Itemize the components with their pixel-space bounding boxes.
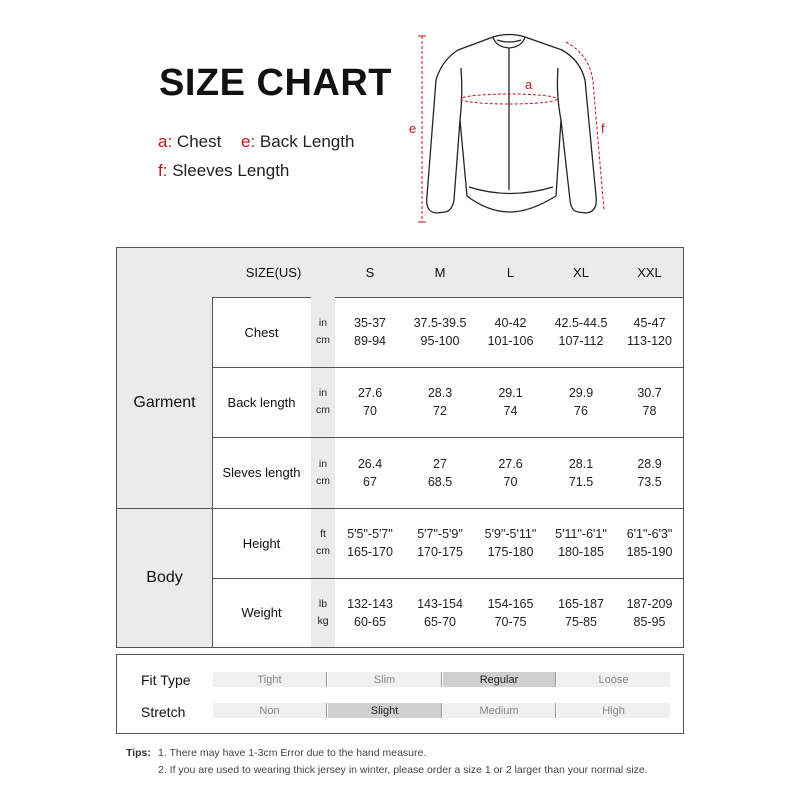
value-metric: 70-75 — [494, 614, 527, 629]
value-imperial: 35-37 — [354, 316, 386, 330]
stretch-label: Stretch — [141, 704, 186, 720]
value-imperial: 27.6 — [498, 456, 523, 471]
tip-2: 2. If you are used to wearing thick jersey in winter, please order a size 1 or 2 larger than your normal size. — [158, 764, 648, 776]
row-label-chest: Chest — [244, 324, 279, 340]
value-metric: 70 — [363, 404, 377, 418]
value-imperial: 5'11"-6'1" — [555, 527, 607, 541]
value-cell — [616, 367, 683, 437]
value-cell — [405, 297, 475, 367]
tips-label: Tips: — [126, 747, 151, 759]
value-metric: 60-65 — [354, 614, 386, 629]
value-metric: 185-190 — [626, 545, 673, 559]
fit-option-slim: Slim — [328, 672, 441, 687]
legend-chest — [158, 132, 221, 152]
value-cell — [475, 578, 546, 647]
value-metric: 101-106 — [487, 334, 534, 348]
size-header-label: SIZE(US) — [245, 265, 302, 280]
value-metric: 72 — [433, 404, 447, 418]
value-metric: 67 — [363, 474, 377, 489]
value-imperial: 5'9"-5'11" — [484, 527, 537, 541]
value-metric: 68.5 — [427, 474, 453, 489]
size-header-l: L — [506, 265, 515, 280]
value-metric: 76 — [574, 404, 588, 418]
value-cell — [335, 508, 405, 578]
value-metric: 170-175 — [417, 545, 463, 559]
unit-cell — [311, 297, 335, 367]
value-imperial: 45-47 — [633, 316, 666, 330]
value-cell — [475, 367, 546, 437]
value-cell — [335, 367, 405, 437]
fit-stretch-panel — [116, 654, 684, 734]
value-metric: 113-120 — [627, 334, 672, 348]
value-metric: 95-100 — [420, 334, 460, 348]
legend-label-back-length: Back Length — [259, 132, 355, 151]
value-cell — [546, 578, 616, 647]
value-cell — [405, 437, 475, 508]
value-imperial: 28.9 — [637, 456, 662, 471]
value-cell — [546, 437, 616, 508]
value-imperial: 5'7"-5'9" — [417, 527, 463, 541]
value-imperial: 28.1 — [568, 456, 594, 471]
value-imperial: 165-187 — [558, 596, 604, 611]
value-cell — [475, 437, 546, 508]
value-imperial: 27.6 — [357, 386, 383, 400]
unit-label: kg — [317, 614, 329, 627]
value-imperial: 27 — [433, 456, 447, 471]
unit-label: lb — [318, 597, 328, 610]
value-cell — [335, 437, 405, 508]
unit-cell — [311, 578, 335, 647]
unit-label: cm — [316, 545, 330, 557]
value-cell — [475, 297, 546, 367]
value-metric: 89-94 — [354, 334, 386, 348]
value-metric: 65-70 — [424, 614, 456, 629]
size-header-s: S — [365, 265, 375, 280]
size-header-xl: XL — [573, 265, 589, 280]
unit-label: in — [318, 387, 328, 399]
unit-label: cm — [316, 474, 330, 487]
value-imperial: 187-209 — [626, 596, 673, 611]
fit-option-regular: Regular — [443, 672, 555, 687]
legend-back-length — [241, 132, 354, 152]
fit-option-loose: Loose — [557, 672, 670, 687]
unit-label: in — [318, 317, 328, 329]
value-imperial: 154-165 — [487, 596, 534, 611]
value-metric: 75-85 — [565, 614, 597, 629]
value-imperial: 40-42 — [494, 316, 527, 330]
value-metric: 85-95 — [633, 614, 666, 629]
diagram-label-f: f — [601, 121, 605, 136]
legend-key-f: f: — [158, 161, 168, 180]
legend-label-sleeves-length: Sleeves Length — [172, 161, 290, 180]
page-title: SIZE CHART — [159, 62, 392, 104]
size-header-m: M — [434, 265, 446, 280]
legend-sleeves-length — [158, 161, 289, 181]
value-cell — [405, 508, 475, 578]
value-cell — [616, 578, 683, 647]
value-imperial: 26.4 — [357, 456, 383, 471]
group-garment: Garment — [133, 393, 196, 411]
legend-key-a: a: — [158, 132, 173, 151]
stretch-option-medium: Medium — [443, 703, 555, 718]
stretch-option-high: High — [557, 703, 670, 718]
unit-label: ft — [320, 528, 326, 540]
unit-cell — [311, 508, 335, 578]
fit-type-label: Fit Type — [141, 672, 191, 688]
size-header-xxl: XXL — [637, 265, 662, 280]
value-imperial: 132-143 — [347, 596, 393, 611]
value-metric: 175-180 — [487, 545, 534, 559]
value-cell — [546, 508, 616, 578]
tip-1: 1. There may have 1-3cm Error due to the hand measure. — [158, 747, 427, 759]
jersey-diagram — [400, 28, 620, 233]
diagram-label-e: e — [409, 121, 417, 136]
value-cell — [335, 297, 405, 367]
value-imperial: 5'5"-5'7" — [347, 527, 393, 541]
row-label-weight: Weight — [241, 605, 282, 620]
legend-key-e: e: — [241, 132, 256, 151]
row-label-back-length: Back length — [227, 394, 296, 410]
value-cell — [546, 297, 616, 367]
value-metric: 78 — [642, 404, 657, 418]
sleeve-length-measure-line — [566, 42, 604, 210]
value-cell — [616, 437, 683, 508]
value-metric: 73.5 — [637, 474, 662, 489]
value-imperial: 29.1 — [498, 386, 523, 400]
unit-label: cm — [316, 404, 330, 416]
size-table — [116, 247, 684, 648]
unit-cell — [311, 437, 335, 508]
value-imperial: 28.3 — [427, 386, 453, 400]
stretch-option-slight: Slight — [328, 703, 441, 718]
value-metric: 107-112 — [558, 334, 604, 348]
legend-label-chest: Chest — [176, 132, 222, 151]
value-imperial: 29.9 — [568, 386, 594, 400]
value-imperial: 42.5-44.5 — [554, 316, 608, 330]
value-imperial: 37.5-39.5 — [413, 316, 467, 330]
value-imperial: 143-154 — [417, 596, 463, 611]
fit-option-tight: Tight — [213, 672, 326, 687]
value-metric: 74 — [503, 404, 518, 418]
group-body: Body — [146, 568, 183, 586]
value-metric: 70 — [503, 474, 518, 489]
value-cell — [616, 297, 683, 367]
value-cell — [405, 367, 475, 437]
jersey-outline — [427, 35, 597, 214]
value-imperial: 30.7 — [637, 386, 662, 400]
value-metric: 165-170 — [347, 545, 393, 559]
unit-cell — [311, 367, 335, 437]
diagram-label-a: a — [525, 77, 533, 92]
value-cell — [335, 578, 405, 647]
value-metric: 180-185 — [558, 545, 604, 559]
value-cell — [405, 578, 475, 647]
stretch-option-non: Non — [213, 703, 326, 718]
value-cell — [616, 508, 683, 578]
unit-label: in — [318, 457, 328, 470]
value-cell — [546, 367, 616, 437]
value-cell — [475, 508, 546, 578]
row-label-sleeves-length: Sleves length — [222, 465, 301, 480]
value-imperial: 6'1"-6'3" — [626, 527, 673, 541]
value-metric: 71.5 — [568, 474, 594, 489]
row-label-height: Height — [242, 535, 281, 551]
unit-label: cm — [316, 334, 330, 346]
